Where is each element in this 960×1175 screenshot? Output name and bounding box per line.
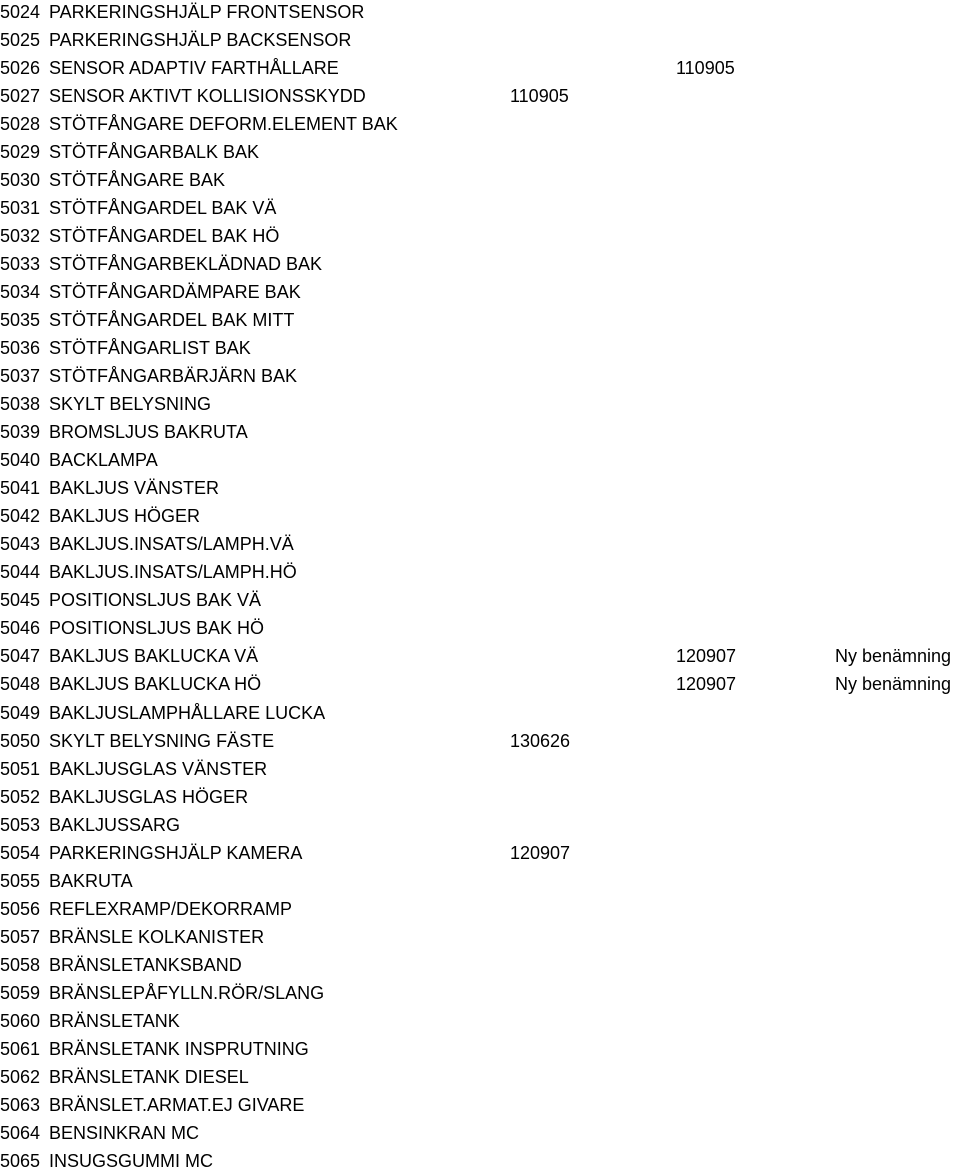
list-row bbox=[0, 614, 960, 642]
item-name: BRÄNSLE KOLKANISTER bbox=[49, 926, 265, 947]
item-name: BAKLJUSLAMPHÅLLARE LUCKA bbox=[49, 702, 326, 723]
list-row bbox=[0, 334, 960, 362]
list-row bbox=[0, 250, 960, 278]
list-row bbox=[0, 727, 960, 755]
item-name: BAKLJUS.INSATS/LAMPH.VÄ bbox=[49, 534, 294, 555]
item-name: STÖTFÅNGARLIST BAK bbox=[49, 338, 251, 359]
item-name: SKYLT BELYSNING FÄSTE bbox=[49, 730, 275, 751]
item-code: 5043 bbox=[0, 534, 41, 555]
item-code: 5028 bbox=[0, 114, 41, 135]
item-name: STÖTFÅNGARBALK BAK bbox=[49, 142, 260, 163]
list-row bbox=[0, 867, 960, 895]
list-row bbox=[0, 446, 960, 474]
list-row bbox=[0, 26, 960, 54]
item-code: 5052 bbox=[0, 786, 41, 807]
list-row bbox=[0, 979, 960, 1007]
item-name: BROMSLJUS BAKRUTA bbox=[49, 422, 248, 443]
list-row bbox=[0, 166, 960, 194]
list-row bbox=[0, 699, 960, 727]
item-code: 5041 bbox=[0, 478, 41, 499]
item-code: 5063 bbox=[0, 1094, 41, 1115]
item-code: 5058 bbox=[0, 954, 41, 975]
list-row bbox=[0, 418, 960, 446]
item-code: 5061 bbox=[0, 1038, 41, 1059]
item-name: PARKERINGSHJÄLP FRONTSENSOR bbox=[49, 2, 365, 22]
item-note: Ny benämning bbox=[835, 646, 952, 667]
item-code: 5044 bbox=[0, 562, 41, 583]
item-code: 5039 bbox=[0, 422, 41, 443]
item-name: BRÄNSLETANK bbox=[49, 1010, 180, 1031]
list-row bbox=[0, 1119, 960, 1147]
item-code: 5060 bbox=[0, 1010, 41, 1031]
item-name: STÖTFÅNGARBEKLÄDNAD BAK bbox=[49, 254, 323, 275]
item-code: 5048 bbox=[0, 674, 41, 695]
item-name: BAKLJUS HÖGER bbox=[49, 506, 201, 527]
item-code: 5055 bbox=[0, 870, 41, 891]
item-code: 5042 bbox=[0, 506, 41, 527]
item-date: 120907 bbox=[676, 674, 737, 695]
item-date: 110905 bbox=[510, 86, 569, 107]
list-row bbox=[0, 895, 960, 923]
item-name: INSUGSGUMMI MC bbox=[49, 1150, 213, 1171]
item-date: 120907 bbox=[676, 646, 737, 667]
list-row bbox=[0, 923, 960, 951]
item-code: 5035 bbox=[0, 310, 41, 331]
item-code: 5040 bbox=[0, 450, 41, 471]
item-code: 5037 bbox=[0, 366, 41, 387]
list-row bbox=[0, 558, 960, 586]
item-code: 5026 bbox=[0, 58, 41, 79]
item-name: POSITIONSLJUS BAK HÖ bbox=[49, 618, 265, 639]
list-row bbox=[0, 306, 960, 334]
item-code: 5038 bbox=[0, 394, 41, 415]
item-code: 5059 bbox=[0, 982, 41, 1003]
item-name: SENSOR AKTIVT KOLLISIONSSKYDD bbox=[49, 86, 366, 107]
list-row bbox=[0, 1035, 960, 1063]
item-name: BAKLJUSSARG bbox=[49, 814, 181, 835]
item-code: 5062 bbox=[0, 1066, 41, 1087]
list-row bbox=[0, 755, 960, 783]
item-name: STÖTFÅNGARDEL BAK VÄ bbox=[49, 198, 277, 219]
list-row bbox=[0, 82, 960, 110]
item-date: 110905 bbox=[676, 58, 735, 79]
item-code: 5050 bbox=[0, 730, 41, 751]
item-name: BACKLAMPA bbox=[49, 450, 158, 471]
list-row bbox=[0, 783, 960, 811]
item-name: BRÄNSLET.ARMAT.EJ GIVARE bbox=[49, 1094, 305, 1115]
list-row bbox=[0, 951, 960, 979]
item-code: 5036 bbox=[0, 338, 41, 359]
item-name: BAKLJUS BAKLUCKA VÄ bbox=[49, 646, 259, 667]
item-code: 5046 bbox=[0, 618, 41, 639]
list-row bbox=[0, 839, 960, 867]
list-row bbox=[0, 0, 960, 26]
item-name: SKYLT BELYSNING bbox=[49, 394, 212, 415]
list-row bbox=[0, 642, 960, 670]
list-row bbox=[0, 54, 960, 82]
item-name: BRÄNSLETANK DIESEL bbox=[49, 1066, 249, 1087]
item-code: 5025 bbox=[0, 30, 41, 51]
item-name: BRÄNSLETANKSBAND bbox=[49, 954, 242, 975]
item-code: 5049 bbox=[0, 702, 41, 723]
list-row bbox=[0, 530, 960, 558]
list-row bbox=[0, 586, 960, 614]
item-name: BENSINKRAN MC bbox=[49, 1122, 200, 1143]
list-row bbox=[0, 194, 960, 222]
item-name: BAKLJUS.INSATS/LAMPH.HÖ bbox=[49, 562, 297, 583]
item-name: STÖTFÅNGARE BAK bbox=[49, 170, 226, 191]
item-code: 5031 bbox=[0, 198, 41, 219]
list-row bbox=[0, 1007, 960, 1035]
item-name: BRÄNSLEPÅFYLLN.RÖR/SLANG bbox=[49, 982, 325, 1003]
item-name: BRÄNSLETANK INSPRUTNING bbox=[49, 1038, 309, 1059]
item-name: PARKERINGSHJÄLP KAMERA bbox=[49, 842, 303, 863]
item-name: PARKERINGSHJÄLP BACKSENSOR bbox=[49, 30, 352, 51]
list-row bbox=[0, 502, 960, 530]
item-code: 5033 bbox=[0, 254, 41, 275]
item-code: 5029 bbox=[0, 142, 41, 163]
list-row bbox=[0, 362, 960, 390]
item-name: STÖTFÅNGARDEL BAK HÖ bbox=[49, 226, 280, 247]
list-row bbox=[0, 1091, 960, 1119]
item-name: POSITIONSLJUS BAK VÄ bbox=[49, 590, 262, 611]
item-code: 5027 bbox=[0, 86, 41, 107]
list-row bbox=[0, 278, 960, 306]
item-code: 5047 bbox=[0, 646, 41, 667]
item-code: 5034 bbox=[0, 282, 41, 303]
item-note: Ny benämning bbox=[835, 674, 952, 695]
list-row bbox=[0, 390, 960, 418]
item-code: 5032 bbox=[0, 226, 41, 247]
item-code: 5054 bbox=[0, 842, 41, 863]
item-name: BAKRUTA bbox=[49, 870, 133, 891]
item-name: BAKLJUSGLAS VÄNSTER bbox=[49, 758, 268, 779]
list-row bbox=[0, 474, 960, 502]
list-row bbox=[0, 670, 960, 698]
item-name: BAKLJUS VÄNSTER bbox=[49, 478, 220, 499]
item-name: STÖTFÅNGARBÄRJÄRN BAK bbox=[49, 366, 298, 387]
item-name: STÖTFÅNGARE DEFORM.ELEMENT BAK bbox=[49, 114, 398, 135]
item-code: 5057 bbox=[0, 926, 41, 947]
list-row bbox=[0, 222, 960, 250]
item-code: 5065 bbox=[0, 1150, 41, 1171]
item-name: STÖTFÅNGARDÄMPARE BAK bbox=[49, 282, 301, 303]
item-code: 5053 bbox=[0, 814, 41, 835]
item-date: 120907 bbox=[510, 842, 571, 863]
list-row bbox=[0, 138, 960, 166]
item-code: 5045 bbox=[0, 590, 41, 611]
item-name: REFLEXRAMP/DEKORRAMP bbox=[49, 898, 293, 919]
list-row bbox=[0, 1063, 960, 1091]
item-code: 5051 bbox=[0, 758, 41, 779]
list-row bbox=[0, 811, 960, 839]
item-name: BAKLJUS BAKLUCKA HÖ bbox=[49, 674, 262, 695]
item-code: 5024 bbox=[0, 2, 41, 22]
item-name: SENSOR ADAPTIV FARTHÅLLARE bbox=[49, 58, 339, 79]
list-row bbox=[0, 110, 960, 138]
item-date: 130626 bbox=[510, 730, 571, 751]
item-code: 5030 bbox=[0, 170, 41, 191]
item-name: BAKLJUSGLAS HÖGER bbox=[49, 786, 249, 807]
item-code: 5056 bbox=[0, 898, 41, 919]
item-code: 5064 bbox=[0, 1122, 41, 1143]
item-name: STÖTFÅNGARDEL BAK MITT bbox=[49, 310, 295, 331]
list-row bbox=[0, 1147, 960, 1175]
